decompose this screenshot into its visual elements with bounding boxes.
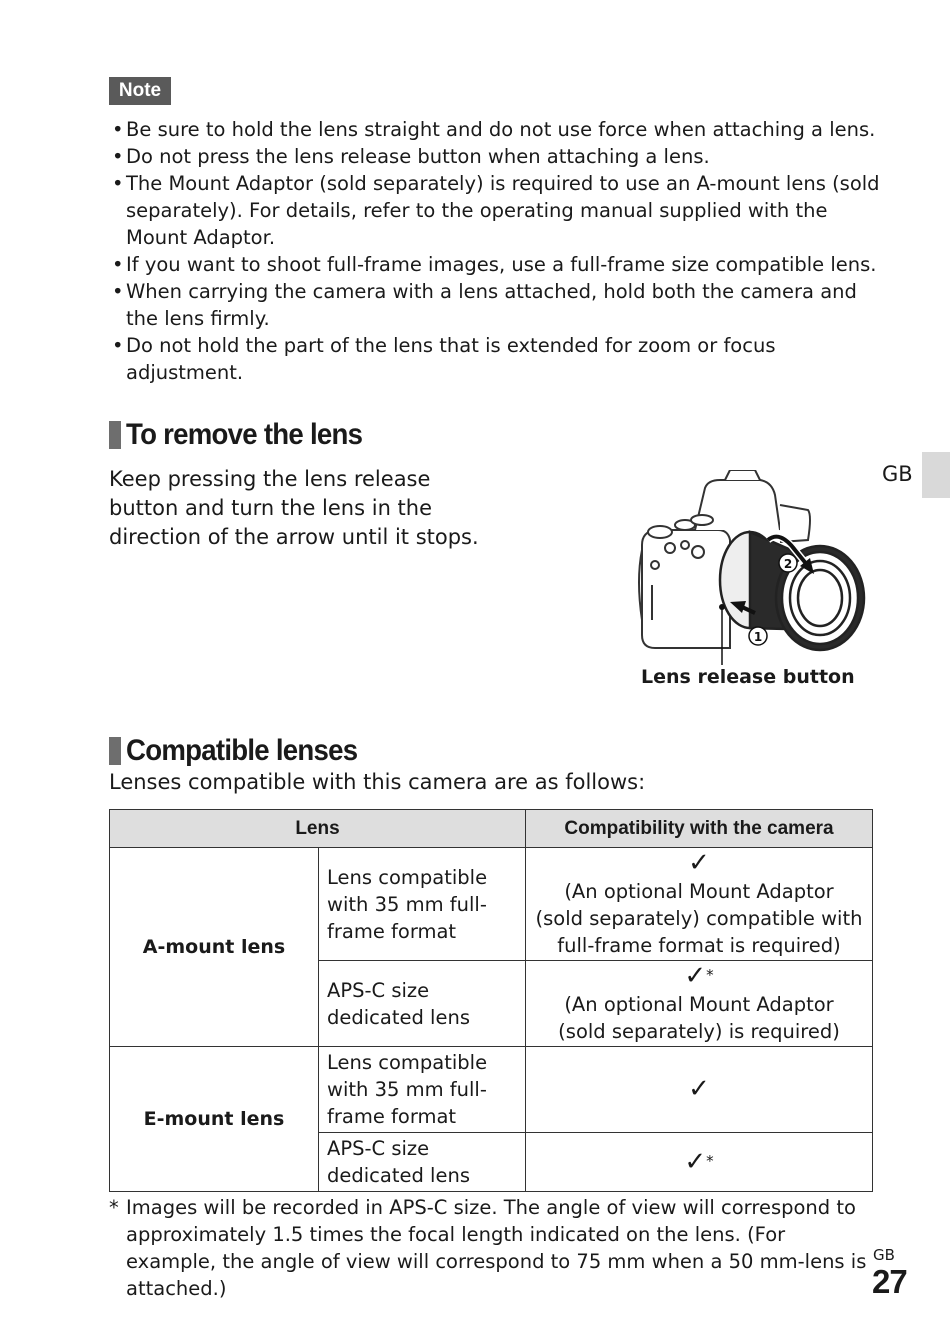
remove-instructions	[109, 465, 479, 552]
check-mark-icon: ✓	[684, 961, 707, 991]
compat-note-line: (An optional Mount Adaptor	[564, 993, 834, 1016]
lens-type-line: APS-C size	[327, 1137, 430, 1160]
step-2-label: 2	[783, 557, 793, 571]
page-region-label: GB	[873, 1246, 895, 1264]
instruction-line: Keep pressing the lens release	[109, 467, 431, 491]
heading-bar	[109, 421, 121, 449]
note-item: • Be sure to hold the lens straight and do not use force when attaching a lens.	[110, 116, 885, 143]
lens-type-line: APS-C size	[327, 978, 430, 1002]
figure-label: Lens release button	[641, 666, 855, 688]
lens-type-cell	[319, 1133, 526, 1192]
table-header-row	[110, 810, 873, 848]
section-title: Compatible lenses	[126, 734, 358, 767]
check-mark-icon: ✓	[684, 1146, 707, 1177]
asterisk-mark: *	[706, 966, 714, 984]
table-row	[110, 848, 873, 961]
e-mount-cell: E-mount lens	[110, 1047, 319, 1192]
lens-type-line: with 35 mm full-	[327, 892, 487, 916]
section-heading-remove-lens	[109, 420, 383, 450]
note-badge: Note	[109, 77, 171, 105]
compat-note-line: full-frame format is required)	[557, 934, 841, 957]
table-row	[110, 1047, 873, 1133]
step-1-label: 1	[753, 630, 763, 644]
compat-note-line: (sold separately) is required)	[558, 1020, 840, 1043]
lens-type-line: frame format	[327, 1105, 457, 1128]
compatible-intro: Lenses compatible with this camera are as follows:	[109, 770, 646, 794]
note-item: • When carrying the camera with a lens attached, hold both the camera and the lens firmly.	[110, 278, 885, 332]
compat-note-line: (An optional Mount Adaptor	[564, 880, 834, 903]
note-list	[110, 116, 885, 386]
header-lens: Lens	[110, 810, 526, 848]
side-tab-label: GB	[882, 462, 913, 486]
lens-type-line: dedicated lens	[327, 1005, 470, 1029]
compat-cell	[526, 961, 873, 1047]
lens-type-line: frame format	[327, 919, 457, 943]
page-number: 27	[872, 1263, 907, 1300]
note-item: • The Mount Adaptor (sold separately) is required to use an A-mount lens (sold separately). For details, refer to the operating manual supplied with the Mount Adaptor.	[110, 170, 885, 251]
camera-lens-illustration	[630, 470, 870, 670]
footnote-mark: *	[109, 1196, 119, 1219]
check-mark-icon: ✓	[688, 1074, 710, 1104]
lens-type-line: Lens compatible	[327, 1051, 488, 1074]
lens-type-line: dedicated lens	[327, 1164, 470, 1187]
a-mount-cell: A-mount lens	[110, 848, 319, 1047]
compatibility-table	[109, 809, 873, 1192]
footnote	[109, 1194, 869, 1302]
instruction-line: direction of the arrow until it stops.	[109, 525, 479, 549]
compat-cell	[526, 1047, 873, 1133]
lens-type-cell	[319, 1047, 526, 1133]
lens-type-cell	[319, 848, 526, 961]
side-tab	[922, 452, 950, 498]
note-item: • If you want to shoot full-frame images, use a full-frame size compatible lens.	[110, 251, 885, 278]
heading-bar	[109, 737, 121, 765]
lens-type-line: with 35 mm full-	[327, 1078, 487, 1101]
header-compatibility: Compatibility with the camera	[526, 810, 873, 848]
note-item: • Do not hold the part of the lens that is extended for zoom or focus adjustment.	[110, 332, 885, 386]
check-mark-icon: ✓	[688, 848, 710, 878]
compat-note-line: (sold separately) compatible with	[535, 907, 863, 930]
asterisk-mark: *	[706, 1151, 714, 1170]
note-item: • Do not press the lens release button when attaching a lens.	[110, 143, 885, 170]
section-heading-compatible-lenses	[109, 736, 377, 766]
lens-type-line: Lens compatible	[327, 865, 488, 889]
footnote-text: Images will be recorded in APS-C size. The angle of view will correspond to approximately 1.5 times the focal length indicated on the lens. (For example, the angle of view will correspond to 75 mm when a 50 mm-lens is attached.)	[126, 1196, 867, 1300]
compat-cell	[526, 1133, 873, 1192]
lens-type-cell	[319, 961, 526, 1047]
instruction-line: button and turn the lens in the	[109, 496, 433, 520]
section-title: To remove the lens	[126, 418, 363, 451]
compat-cell	[526, 848, 873, 961]
